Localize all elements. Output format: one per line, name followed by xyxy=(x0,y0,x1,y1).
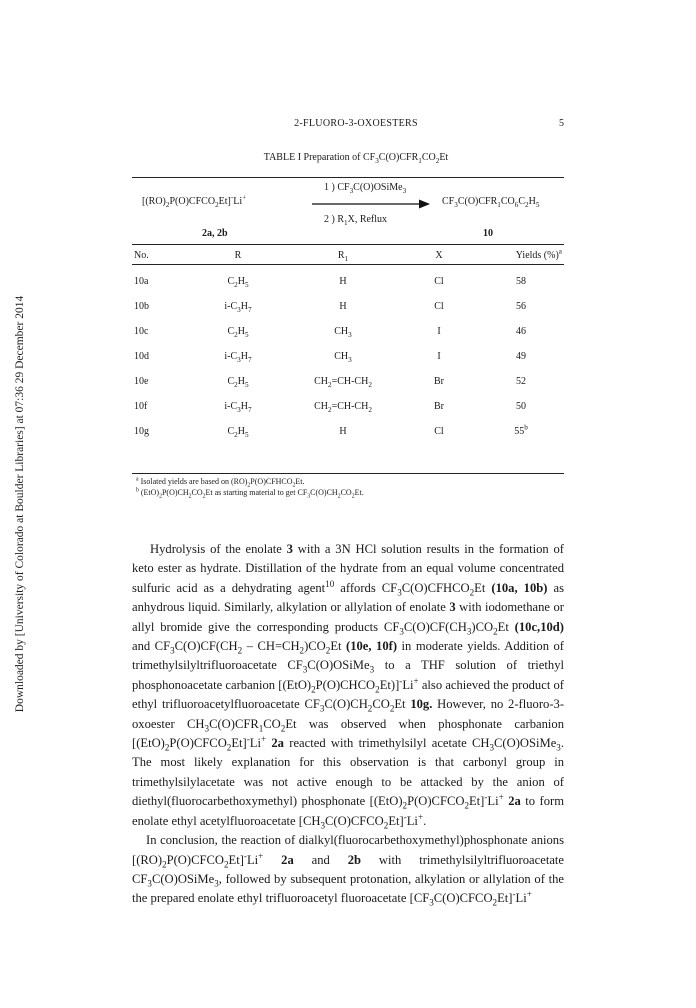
table-row xyxy=(132,294,564,319)
reactant-formula: $[(RO)_2P(O)CFCO_2Et]^-Li^+$ xyxy=(142,193,247,209)
cell-yield: 56 xyxy=(516,301,526,312)
table-header-row xyxy=(132,247,564,265)
cell-yield: 50 xyxy=(516,401,526,412)
header-r1: $R_1$ xyxy=(286,247,400,265)
cell-yield: 58 xyxy=(516,276,526,287)
table-caption: TABLE I Preparation of $CF_3C(O)CFR_1CO_2Et$ xyxy=(263,152,449,165)
cell-r1: H xyxy=(339,276,347,287)
product-formula: $CF_3C(O)CFR_1CO_6C_2H_5$ xyxy=(442,196,540,209)
reactant-label: 2a, 2b xyxy=(202,228,228,239)
download-watermark xyxy=(0,0,40,1008)
table-body xyxy=(132,265,564,445)
cell-no: 10a xyxy=(134,276,149,287)
table-bottom-rule xyxy=(132,473,564,474)
footnote-b: $^b$ $(EtO)_2P(O)CH_2CO_2Et$ as starting material to get $CF_3C(O)CH_2CO_2Et$. xyxy=(136,487,364,500)
paragraph-conclusion: In conclusion, the reaction of dialkyl(fluorocarbethoxymethyl)phosphonate anions $[(RO)_2P(O)CFCO_2Et]^-Li^+$ 2a and 2b with trimethylsilyltrifluoroacetate $CF_3C(O)OSiMe_3$, followed by subsequent protonation, alkylation or allylation of the the prepared enolate ethyl trifluoroacetyl fluoroacetate $[CF_3C(O)CFCO_2Et]^-Li^+$ xyxy=(132,833,564,908)
cell-x: Br xyxy=(434,401,444,412)
header-r: R xyxy=(190,247,286,265)
cell-no: 10b xyxy=(134,301,149,312)
cell-no: 10d xyxy=(134,351,149,362)
table-row xyxy=(132,319,564,344)
cell-no: 10g xyxy=(134,426,149,437)
body-text xyxy=(132,540,564,909)
cell-r1: $CH_2=CH-CH_2$ xyxy=(314,401,372,414)
cell-r: $C_2H_5$ xyxy=(227,376,249,389)
footnote-a: $^a$ Isolated yields are based on $(RO)_2P(O)CFHCO_2Et$. xyxy=(136,476,305,489)
page-header xyxy=(148,118,564,134)
cell-x: I xyxy=(437,326,441,337)
table-top-rule xyxy=(132,177,564,178)
reaction-scheme xyxy=(132,180,564,242)
cell-x: Br xyxy=(434,376,444,387)
cell-no: 10e xyxy=(134,376,149,387)
cell-r1: $CH_3$ xyxy=(334,351,352,364)
table-row xyxy=(132,265,564,295)
cell-r: $C_2H_5$ xyxy=(227,276,249,289)
table-row xyxy=(132,419,564,444)
scheme-divider-rule xyxy=(132,244,564,245)
condition-step-1: 1 ) $CF_3C(O)OSiMe_3$ xyxy=(324,182,407,195)
cell-r: $C_2H_5$ xyxy=(227,426,249,439)
running-title: 2-FLUORO-3-OXOESTERS xyxy=(294,118,418,129)
cell-yield: 52 xyxy=(516,376,526,387)
cell-r: $C_2H_5$ xyxy=(227,326,249,339)
header-x: X xyxy=(400,247,478,265)
cell-no: 10f xyxy=(134,401,148,412)
condition-step-2: 2 ) $R_1X$, Reflux xyxy=(324,214,388,227)
cell-yield: 55$^b$ xyxy=(514,423,528,437)
cell-yield: 46 xyxy=(516,326,526,337)
cell-x: I xyxy=(437,351,441,362)
product-label: 10 xyxy=(483,228,493,239)
header-yields: Yields (%)$^a$ xyxy=(478,247,564,265)
cell-x: Cl xyxy=(434,426,444,437)
table-footnotes xyxy=(136,476,566,498)
cell-r1: $CH_2=CH-CH_2$ xyxy=(314,376,372,389)
paragraph-hydrolysis: Hydrolysis of the enolate 3 with a 3N HCl solution results in the formation of keto ester as hydrate. Distillation of the hydrate from an equal volume concentrated sulfuric acid as a dehydrating agent$^{10}$ affords $CF_3C(O)CFHCO_2Et$ (10a, 10b) as anhydrous liquid. Similarly, alkylation or allylation of enolate 3 with iodomethane or allyl bromide give the corresponding products $CF_3C(O)CF(CH_3)CO_2Et$ (10c,10d) and $CF_3C(O)CF(CH_2 - CH=CH_2)CO_2Et$ (10e, 10f) in moderate yields. Addition of trimethylsilyltrifluoroacetate $CF_3C(O)OSiMe_3$ to a THF solution of triethyl phosphonoacetate carbanion $[(EtO)_2P(O)CHCO_2Et)]^-Li^+$ also achieved the product of ethyl trifluoroacetylfluoroacetate $CF_3C(O)CH_2CO_2Et$ 10g. However, no 2-fluoro-3-oxoester $CH_3C(O)CFR_1CO_2Et$ was observed when phosphonate carbanion $[(EtO)_2P(O)CFCO_2Et]^-Li^+$ 2a reacted with trimethylsilyl acetate $CH_3C(O)OSiMe_3$. The most likely explanation for this observation is that carbonyl group in trimethylsilylacetate was not active enough to be attacked by the anion of diethyl(fluorocarbethoxymethyl) phosphonate $[(EtO)_2P(O)CFCO_2Et]^-Li^+$ 2a to form enolate ethyl acetylfluoroacetate $[CH_3C(O)CFCO_2Et]^-Li^+$. xyxy=(132,542,565,831)
cell-r: $i-C_3H_7$ xyxy=(224,301,252,314)
results-table xyxy=(132,247,564,444)
cell-no: 10c xyxy=(134,326,149,337)
cell-r1: H xyxy=(339,301,347,312)
header-no: No. xyxy=(132,247,190,265)
table-row xyxy=(132,369,564,394)
download-note: Downloaded by [University of Colorado at Boulder Libraries] at 07:36 29 December 2014 xyxy=(14,295,26,713)
cell-r1: H xyxy=(339,426,347,437)
reaction-arrow-icon xyxy=(312,198,430,210)
cell-r1: $CH_3$ xyxy=(334,326,352,339)
cell-r: $i-C_3H_7$ xyxy=(224,351,252,364)
cell-r: $i-C_3H_7$ xyxy=(224,401,252,414)
page-number: 5 xyxy=(559,118,564,129)
table-row xyxy=(132,344,564,369)
cell-x: Cl xyxy=(434,301,444,312)
cell-x: Cl xyxy=(434,276,444,287)
cell-yield: 49 xyxy=(516,351,526,362)
table-row xyxy=(132,394,564,419)
